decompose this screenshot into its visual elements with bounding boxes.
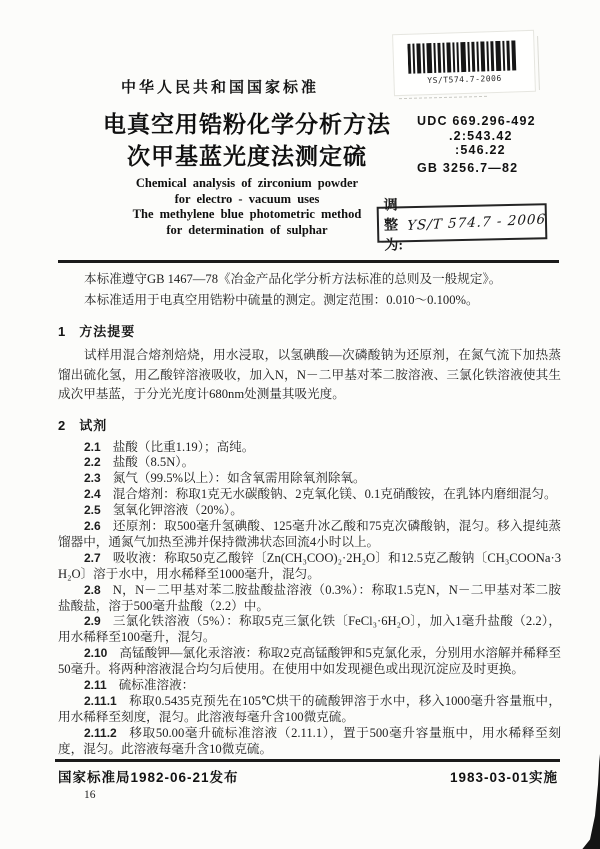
title-en-line3: The methylene blue photometric method <box>132 207 362 221</box>
scan-corner-artifact <box>580 754 600 849</box>
reagent-item-number: 2.11.2 <box>84 725 117 740</box>
reagent-list <box>58 440 561 758</box>
title-en-line1: Chemical analysis of zirconium powder <box>135 176 359 190</box>
reagent-item-number: 2.8 <box>84 582 101 597</box>
reagent-item <box>58 726 561 758</box>
title-en-line4: for determination of sulphar <box>166 222 328 237</box>
reagent-item-number: 2.9 <box>84 614 101 629</box>
reagent-item-text: 混合熔剂：称取1克无水碳酸钠、2克氧化镁、0.1克硝酸铵，在乳钵内磨细混匀。 <box>112 487 557 502</box>
barcode-icon <box>407 40 520 76</box>
document-title-cn <box>48 108 446 172</box>
title-cn-line2: 次甲基蓝光度法测定硫 <box>127 143 367 169</box>
reagent-item-number: 2.7 <box>84 550 101 565</box>
section-heading-method <box>58 321 561 340</box>
udc-line3: :546.22 <box>455 143 506 157</box>
reagent-item-text: 硫标准溶液： <box>118 678 195 693</box>
reagent-item-number: 2.11.1 <box>84 694 117 708</box>
footer-issued-date: 国家标准局1982-06-21发布 <box>58 770 239 785</box>
barcode-sticker <box>392 30 536 96</box>
adjustment-annotation-box <box>377 198 548 254</box>
reagent-item-text: 称取0.5435克预先在105℃烘干的硫酸钾溶于水中，移入1000毫升容量瓶中，用水稀释至刻度，混匀。此溶液每毫升含100微克硫。 <box>58 694 561 724</box>
intro-paragraph-2: 本标准适用于电真空用锆粉中硫量的测定。测定范围：0.010～0.100%。 <box>84 293 479 307</box>
reagent-item-text: 氮气（99.5%以上）：如含氧需用除氧剂除氧。 <box>112 471 366 486</box>
section-number: 2 <box>58 417 66 433</box>
adjustment-stamp-label: 调整为: <box>383 198 404 254</box>
reagent-item <box>58 503 561 519</box>
footer-implementation-date: 1983-03-01实施 <box>449 770 558 785</box>
document-body <box>58 269 561 758</box>
adjustment-handwritten-value: YS/T 574.7 - 2006 <box>406 211 547 235</box>
udc-classification <box>417 114 582 175</box>
reagent-item <box>58 694 561 726</box>
reagent-item-number: 2.4 <box>84 487 101 502</box>
method-summary-paragraph: 试样用混合熔剂焙烧，用水浸取，以氢碘酸—次磷酸钠为还原剂，在氮气流下加热蒸馏出硫化氢，用乙酸锌溶液吸收，加入N，N－二甲基对苯二胺溶液、三氯化铁溶液使其生成次甲基蓝，于分光光度计680nm处测量其吸光度。 <box>58 348 561 401</box>
footer-divider-rule <box>55 759 560 762</box>
page-number: 16 <box>84 789 96 801</box>
national-standard-header: 中华人民共和国国家标准 <box>120 79 319 96</box>
reagent-item <box>58 551 561 583</box>
reagent-item <box>58 646 561 678</box>
reagent-item-number: 2.1 <box>84 439 101 454</box>
reagent-item-text: N，N－二甲基对苯二胺盐酸盐溶液（0.3%）：称取1.5克N，N－二甲基对苯二胺盐酸盐，溶于500毫升盐酸（2.2）中。 <box>58 582 561 613</box>
barcode-label: YS/T574.7-2006 <box>427 73 502 86</box>
section-title: 试剂 <box>79 417 108 433</box>
title-cn-line1: 电真空用锆粉化学分析方法 <box>103 111 391 137</box>
reagent-item-number: 2.11 <box>84 678 107 693</box>
reagent-item <box>58 519 561 551</box>
reagent-item-number: 2.5 <box>84 503 101 518</box>
udc-line1: UDC 669.296-492 <box>417 114 536 128</box>
reagent-item-text: 盐酸（比重1.19）；高纯。 <box>112 439 255 454</box>
section-number: 1 <box>58 324 66 339</box>
sticker-edge-line <box>537 36 540 90</box>
header-divider-rule <box>58 260 559 263</box>
intro-paragraph-1: 本标准遵守GB 1467—78《冶金产品化学分析方法标准的总则及一般规定》。 <box>84 272 502 286</box>
reagent-item-number: 2.6 <box>84 519 101 534</box>
reagent-item-text: 高锰酸钾—氯化汞溶液：称取2克高锰酸钾和5克氯化汞，分别用水溶解并稀释至50毫升。将两种溶液混合均匀后使用。在使用中如发现褪色或出现沉淀应及时更换。 <box>58 646 561 677</box>
reagent-item <box>58 455 561 471</box>
reagent-item-number: 2.3 <box>84 471 101 486</box>
title-en-line2: for electro - vacuum uses <box>174 191 320 206</box>
reagent-item <box>58 678 561 694</box>
standard-number: GB 3256.7—82 <box>417 160 519 175</box>
reagent-item-text: 氢氧化钾溶液（20%）。 <box>112 503 243 518</box>
sticker-dashed-line <box>399 96 487 99</box>
reagent-item-text: 盐酸（8.5N）。 <box>112 455 195 470</box>
reagent-item-text: 吸收液：称取50克乙酸锌〔Zn(CH₃COO)₂·2H₂O〕和12.5克乙酸钠〔CH₃COONa·3H₂O〕溶于水中，用水稀释至1000毫升，混匀。 <box>58 550 561 581</box>
reagent-item-number: 2.2 <box>84 455 101 470</box>
reagent-item <box>58 583 561 615</box>
reagent-item <box>58 471 561 487</box>
reagent-item <box>58 487 561 503</box>
section-heading-reagents <box>58 415 561 434</box>
reagent-item <box>58 614 561 646</box>
reagent-item-text: 还原剂：取500毫升氢碘酸、125毫升冰乙酸和75克次磷酸钠，混匀。移入提纯蒸馏器中，通氮气加热至沸并保持微沸状态回流4小时以上。 <box>58 519 561 549</box>
section-title: 方法提要 <box>79 324 136 339</box>
reagent-item <box>58 440 561 456</box>
reagent-item-text: 三氯化铁溶液（5%）：称取5克三氯化铁〔FeCl₃·6H₂O〕，加入1毫升盐酸（2.2），用水稀释至100毫升，混匀。 <box>58 614 561 645</box>
udc-line2: .2:543.42 <box>449 128 513 143</box>
reagent-item-number: 2.10 <box>84 646 108 661</box>
reagent-item-text: 移取50.00毫升硫标准溶液（2.11.1），置于500毫升容量瓶中，用水稀释至刻度，混匀。此溶液每毫升含10微克硫。 <box>58 725 561 756</box>
